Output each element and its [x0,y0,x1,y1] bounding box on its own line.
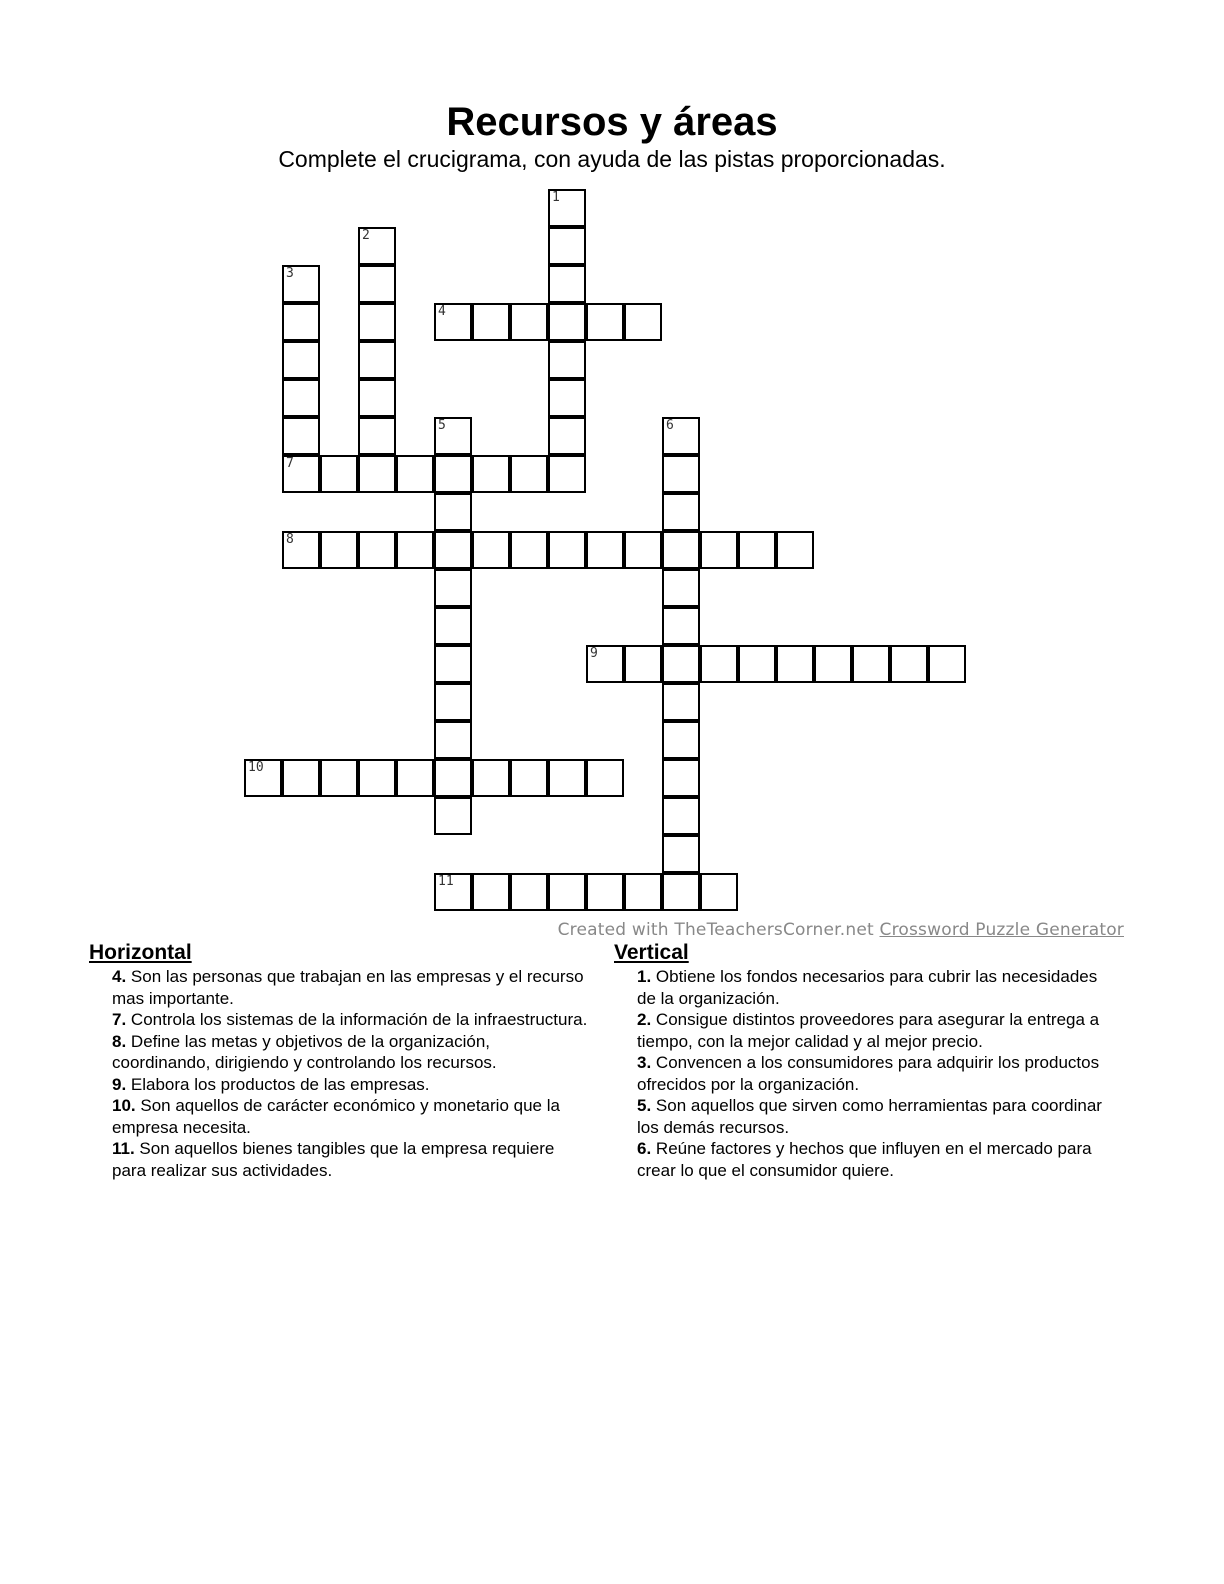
clue-item [637,1009,1114,1052]
grid-cell[interactable] [814,645,852,683]
clue-item [637,1095,1114,1138]
grid-cell[interactable] [472,303,510,341]
clue-item-number: 8. [112,1031,127,1051]
grid-cell[interactable] [510,759,548,797]
grid-cell[interactable] [662,455,700,493]
grid-cell[interactable] [320,531,358,569]
grid-cell[interactable] [396,759,434,797]
clue-item-text: Reúne factores y hechos que influyen en el mercado para crear lo que el consumidor quiere. [637,1139,1092,1180]
clue-item-text: Son aquellos que sirven como herramientas para coordinar los demás recursos. [637,1096,1102,1137]
clue-number: 2 [362,228,370,243]
grid-cell[interactable] [434,303,472,341]
clue-item [112,1009,589,1031]
grid-cell[interactable] [434,569,472,607]
grid-cell[interactable] [472,759,510,797]
grid-cell[interactable] [282,759,320,797]
horizontal-clue-list [89,966,589,1181]
horizontal-clues [89,940,589,1181]
grid-cell[interactable] [700,531,738,569]
grid-cell[interactable] [738,531,776,569]
grid-cell[interactable] [472,531,510,569]
clue-item-text: Elabora los productos de las empresas. [126,1074,430,1094]
vertical-clue-list [614,966,1114,1181]
grid-cell[interactable] [586,873,624,911]
horizontal-heading: Horizontal [89,941,192,964]
grid-cell[interactable] [434,417,472,455]
clue-item [637,1052,1114,1095]
clue-number: 4 [438,304,446,319]
grid-cell[interactable] [586,531,624,569]
clue-item [112,1031,589,1074]
clue-number: 8 [286,532,294,547]
grid-cell[interactable] [434,721,472,759]
grid-cell[interactable] [358,303,396,341]
credit-text: Created with TheTeachersCorner.net [557,920,874,940]
grid-cell[interactable] [434,645,472,683]
vertical-heading: Vertical [614,941,689,964]
grid-cell[interactable] [662,835,700,873]
grid-cell[interactable] [358,455,396,493]
clue-item-text: Obtiene los fondos necesarios para cubrir las necesidades de la organización. [637,967,1098,1008]
clue-item [112,1095,589,1138]
grid-cell[interactable] [852,645,890,683]
grid-cell[interactable] [662,759,700,797]
clue-number: 9 [590,646,598,661]
clue-number: 7 [286,456,294,471]
credit-line [558,920,1124,940]
grid-cell[interactable] [624,873,662,911]
clue-item [112,1074,589,1096]
grid-cell[interactable] [396,531,434,569]
grid-cell[interactable] [434,455,472,493]
grid-cell[interactable] [548,341,586,379]
clue-item-number: 1. [637,967,652,986]
clue-item-text: Convencen a los consumidores para adquirir los productos ofrecidos por la organización. [637,1053,1100,1094]
clue-item-number: 11. [112,1139,135,1158]
grid-cell[interactable] [320,455,358,493]
grid-cell[interactable] [662,721,700,759]
grid-cell[interactable] [548,379,586,417]
puzzle-title: Recursos y áreas [446,100,778,144]
grid-cell[interactable] [434,531,472,569]
clue-number: 11 [438,874,454,889]
clue-number: 5 [438,418,446,433]
grid-cell[interactable] [776,645,814,683]
grid-cell[interactable] [472,455,510,493]
grid-cell[interactable] [358,265,396,303]
grid-cell[interactable] [396,455,434,493]
clue-item-text: Define las metas y objetivos de la organización, coordinando, dirigiendo y controlando los recursos. [112,1031,497,1072]
grid-cell[interactable] [662,797,700,835]
grid-cell[interactable] [358,531,396,569]
grid-cell[interactable] [586,645,624,683]
grid-cell[interactable] [282,341,320,379]
grid-cell[interactable] [548,189,586,227]
clue-item-text: Consigue distintos proveedores para asegurar la entrega a tiempo, con la mejor calidad y al mejor precio. [637,1010,1100,1051]
clue-item-number: 6. [637,1139,652,1158]
grid-cell[interactable] [586,303,624,341]
grid-cell[interactable] [358,759,396,797]
grid-cell[interactable] [662,645,700,683]
vertical-clues [614,940,1114,1181]
grid-cell[interactable] [928,645,966,683]
grid-cell[interactable] [890,645,928,683]
grid-cell[interactable] [700,873,738,911]
generator-link[interactable]: Crossword Puzzle Generator [879,920,1124,940]
grid-cell[interactable] [662,607,700,645]
grid-cell[interactable] [700,645,738,683]
grid-cell[interactable] [662,493,700,531]
grid-cell[interactable] [548,759,586,797]
clue-item-number: 9. [112,1074,127,1094]
grid-cell[interactable] [282,303,320,341]
grid-cell[interactable] [358,379,396,417]
grid-cell[interactable] [548,303,586,341]
grid-cell[interactable] [510,531,548,569]
grid-cell[interactable] [282,531,320,569]
clue-item-number: 10. [112,1096,136,1115]
grid-cell[interactable] [548,531,586,569]
grid-cell[interactable] [358,417,396,455]
grid-cell[interactable] [434,797,472,835]
clue-item-number: 2. [637,1010,652,1029]
clue-item-number: 3. [637,1053,652,1072]
grid-cell[interactable] [738,645,776,683]
clue-item-number: 7. [112,1010,127,1029]
grid-cell[interactable] [548,227,586,265]
clue-item-text: Controla los sistemas de la información de la infraestructura. [126,1010,588,1029]
grid-cell[interactable] [624,531,662,569]
grid-cell[interactable] [776,531,814,569]
grid-cell[interactable] [358,227,396,265]
grid-cell[interactable] [662,873,700,911]
clue-number: 3 [286,266,294,281]
grid-cell[interactable] [282,379,320,417]
grid-cell[interactable] [662,569,700,607]
grid-cell[interactable] [320,759,358,797]
grid-cell[interactable] [586,759,624,797]
grid-cell[interactable] [624,645,662,683]
grid-cell[interactable] [548,455,586,493]
grid-cell[interactable] [434,683,472,721]
grid-cell[interactable] [510,873,548,911]
grid-cell[interactable] [548,265,586,303]
grid-cell[interactable] [548,873,586,911]
grid-cell[interactable] [282,455,320,493]
clue-number: 1 [552,190,560,205]
grid-cell[interactable] [510,303,548,341]
grid-cell[interactable] [244,759,282,797]
clue-item-text: Son aquellos bienes tangibles que la empresa requiere para realizar sus actividades. [112,1139,555,1180]
grid-cell[interactable] [282,265,320,303]
grid-cell[interactable] [472,873,510,911]
grid-cell[interactable] [434,759,472,797]
clue-item-text: Son aquellos de carácter económico y monetario que la empresa necesita. [112,1096,560,1137]
grid-cell[interactable] [434,493,472,531]
clue-item [112,1138,589,1181]
grid-cell[interactable] [434,873,472,911]
grid-cell[interactable] [662,683,700,721]
clue-item [637,966,1114,1009]
clue-item-text: Son las personas que trabajan en las empresas y el recurso mas importante. [112,967,584,1008]
grid-cell[interactable] [548,417,586,455]
clue-item [112,966,589,1009]
grid-cell[interactable] [662,531,700,569]
grid-cell[interactable] [624,303,662,341]
grid-cell[interactable] [662,417,700,455]
grid-cell[interactable] [434,607,472,645]
clue-item [637,1138,1114,1181]
grid-cell[interactable] [510,455,548,493]
grid-cell[interactable] [282,417,320,455]
clue-number: 10 [248,760,264,775]
puzzle-instructions: Complete el crucigrama, con ayuda de las pistas proporcionadas. [278,146,946,172]
clue-item-number: 5. [637,1096,652,1115]
clue-number: 6 [666,418,674,433]
clue-item-number: 4. [112,967,127,986]
grid-cell[interactable] [358,341,396,379]
